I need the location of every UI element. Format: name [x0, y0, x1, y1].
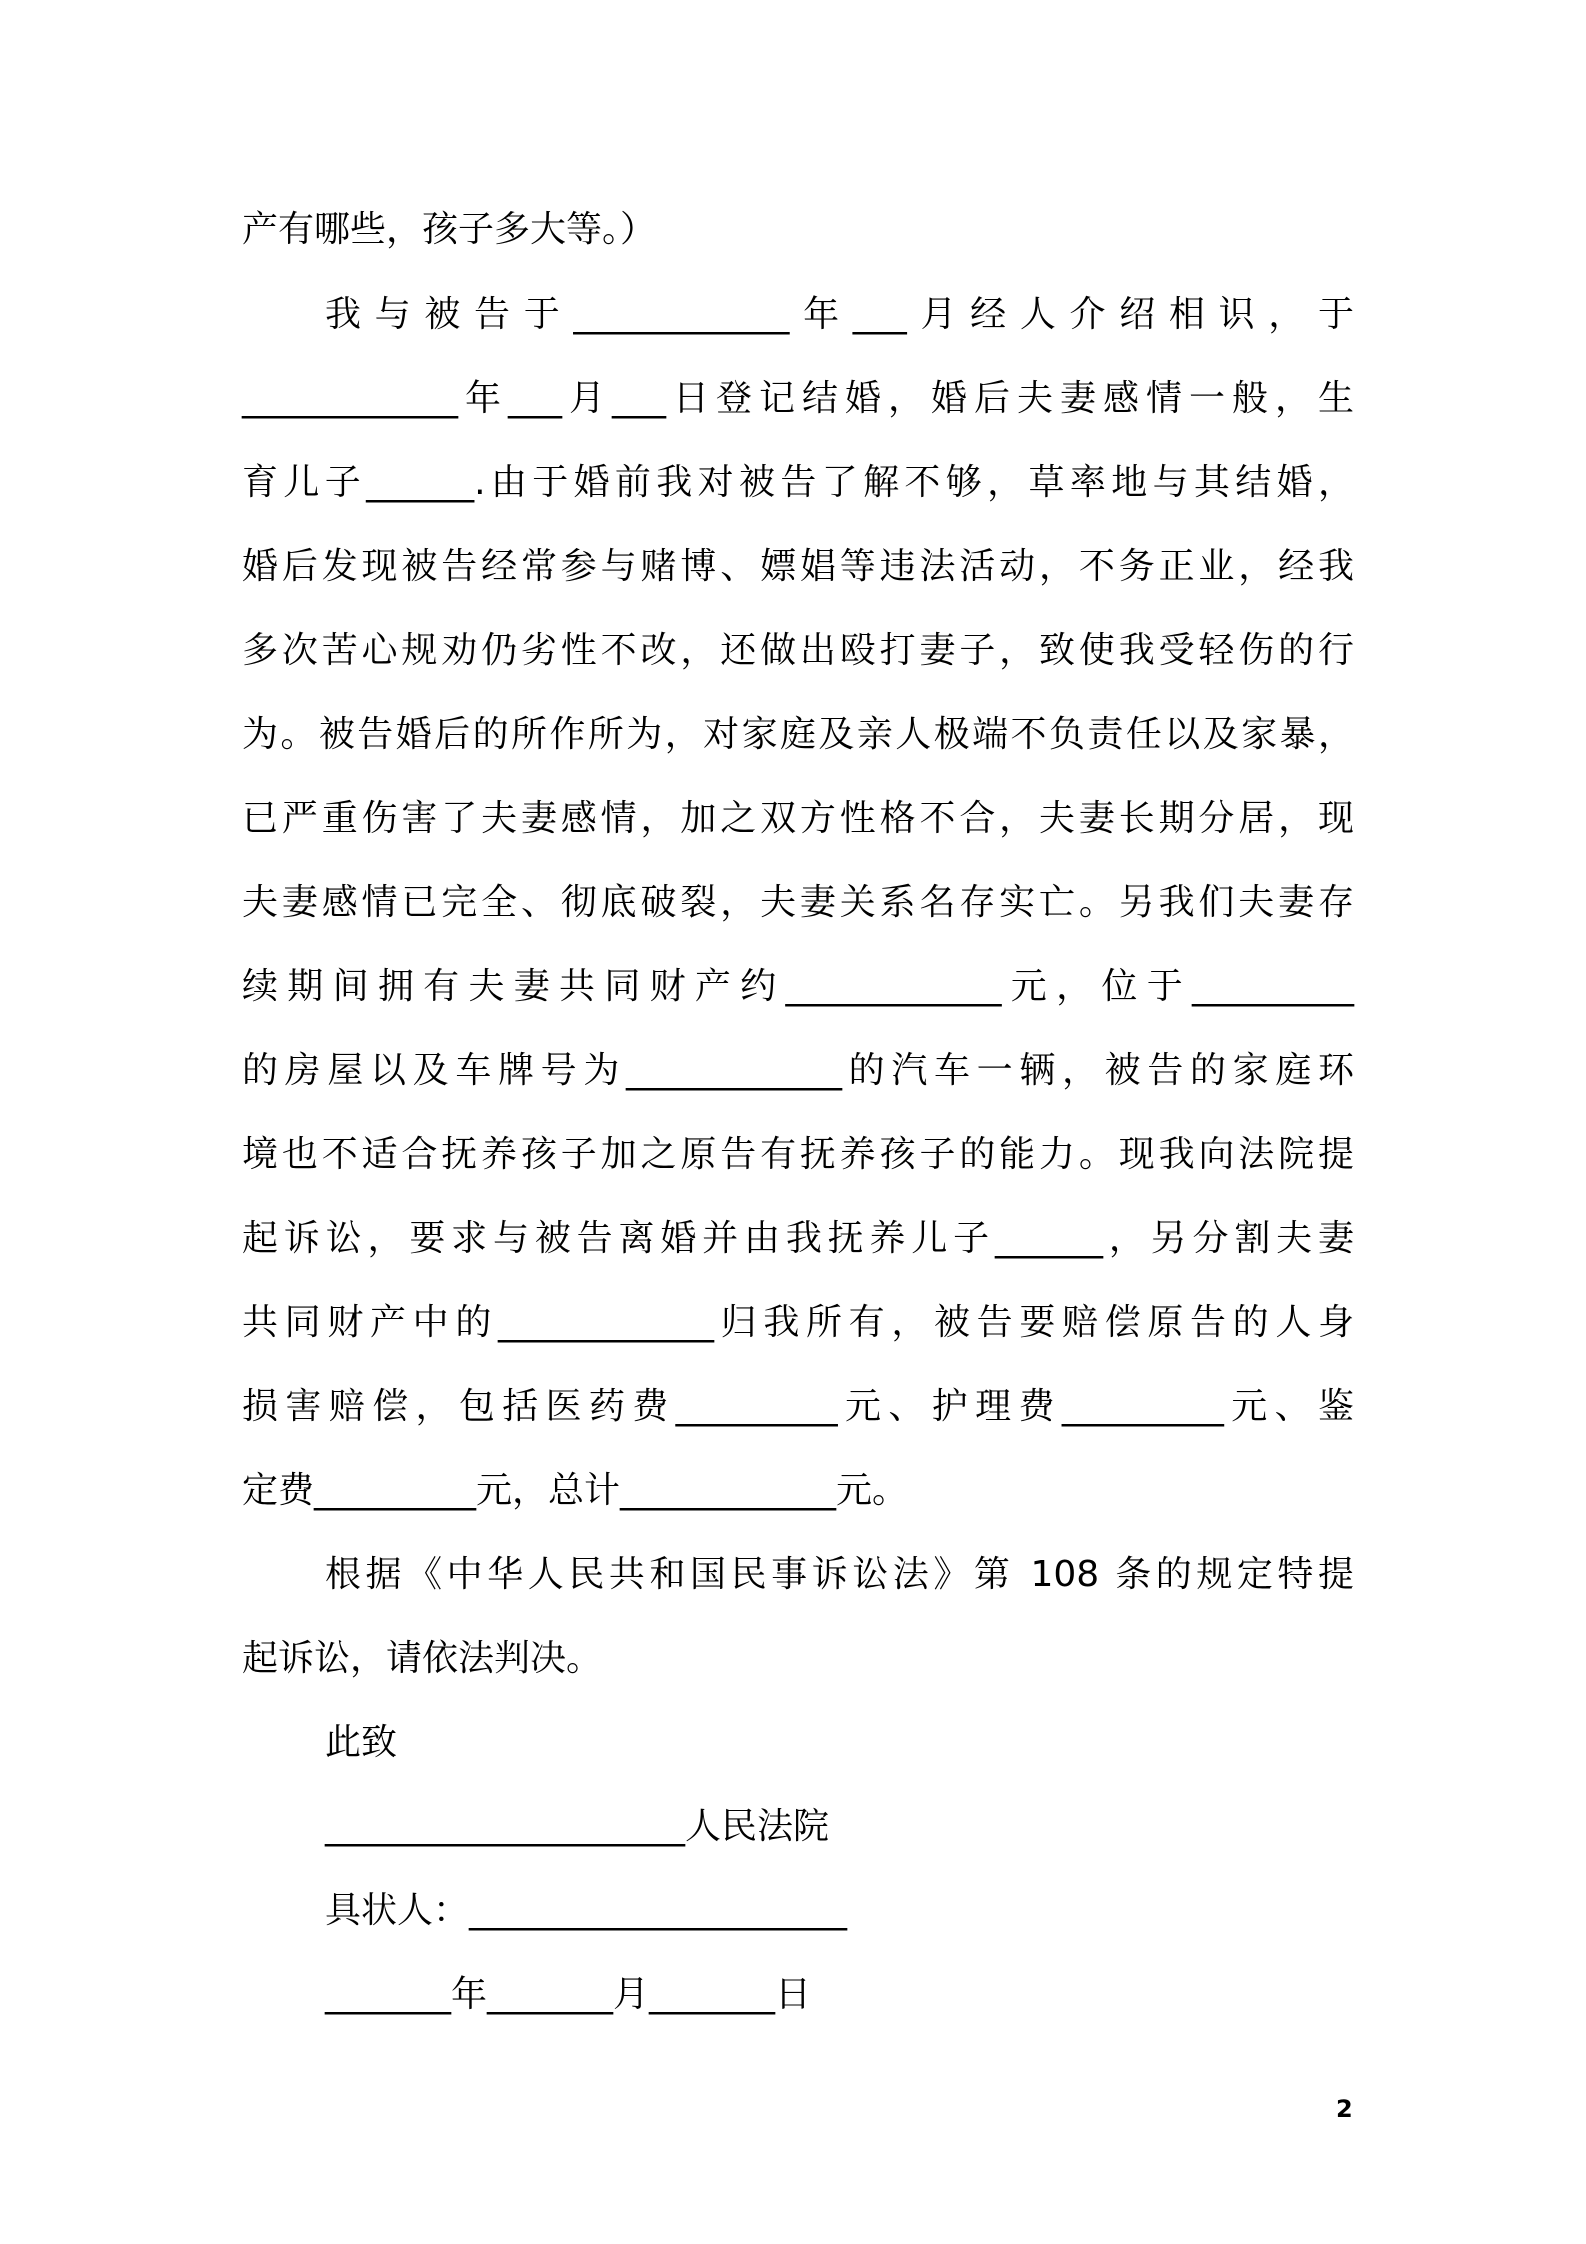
- body-line: 夫妻感情已完全、彻底破裂，夫妻关系名存实亡。另我们夫妻存: [242, 882, 1354, 923]
- body-line: 产有哪些，孩子多大等。）: [242, 209, 657, 250]
- body-line: 多次苦心规劝仍劣性不改，还做出殴打妻子，致使我受轻伤的行: [242, 630, 1354, 671]
- body-line: 的房屋以及车牌号为____________的汽车一辆，被告的家庭环: [242, 1050, 1354, 1091]
- body-line: 婚后发现被告经常参与赌博、嫖娼等违法活动，不务正业，经我: [242, 546, 1354, 587]
- court-line: ____________________人民法院: [325, 1806, 830, 1847]
- body-line: 为。被告婚后的所作所为，对家庭及亲人极端不负责任以及家暴，: [242, 714, 1354, 755]
- page-number: 2: [1336, 2095, 1353, 2123]
- body-line: 育儿子______.由于婚前我对被告了解不够，草率地与其结婚，: [242, 462, 1354, 503]
- body-line: 共同财产中的____________归我所有，被告要赔偿原告的人身: [242, 1302, 1354, 1343]
- body-line: 境也不适合抚养孩子加之原告有抚养孩子的能力。现我向法院提: [242, 1134, 1354, 1175]
- body-line: 起诉讼，请依法判决。: [242, 1638, 603, 1679]
- body-line: 起诉讼，要求与被告离婚并由我抚养儿子______，另分割夫妻: [242, 1218, 1354, 1259]
- signer-line: 具状人：_____________________: [325, 1890, 848, 1931]
- body-line: 根据《中华人民共和国民事诉讼法》第 108 条的规定特提: [325, 1554, 1354, 1595]
- body-line: 定费_________元，总计____________元。: [242, 1470, 909, 1511]
- body-line: 续期间拥有夫妻共同财产约____________元，位于_________: [242, 966, 1354, 1007]
- body-line: 我与被告于____________年___月经人介绍相识，于: [325, 294, 1354, 335]
- salutation: 此致: [325, 1722, 398, 1763]
- date-line: _______年_______月_______日: [325, 1974, 811, 2015]
- body-line: ____________年___月___日登记结婚，婚后夫妻感情一般，生: [242, 378, 1354, 419]
- body-line: 已严重伤害了夫妻感情，加之双方性格不合，夫妻长期分居，现: [242, 798, 1354, 839]
- body-line: 损害赔偿，包括医药费_________元、护理费_________元、鉴: [242, 1386, 1354, 1427]
